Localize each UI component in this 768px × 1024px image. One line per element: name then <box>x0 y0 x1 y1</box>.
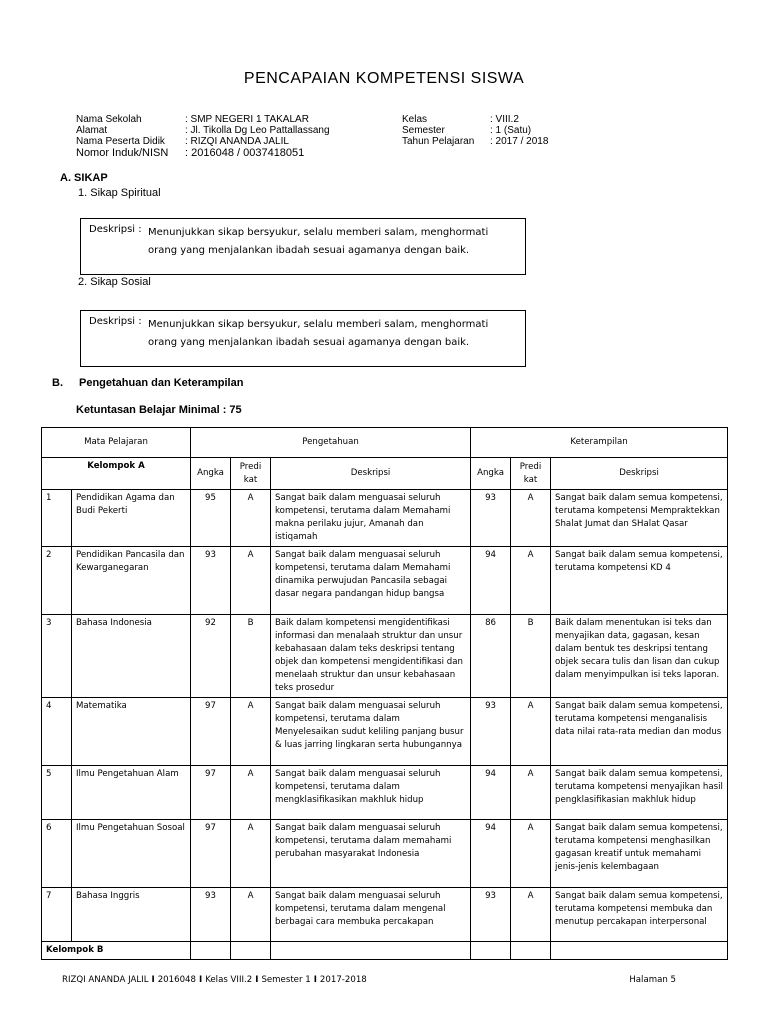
subject-name: Bahasa Indonesia <box>72 615 191 698</box>
footer-kelas: Kelas VIII.2 <box>205 975 253 985</box>
keterampilan-deskripsi: Sangat baik dalam semua kompetensi, terutama kompetensi Mempraktekkan Shalat Jumat dan SHalat Qasar <box>551 490 728 547</box>
table-row <box>42 615 728 698</box>
grades-table <box>41 427 728 960</box>
table-row <box>42 490 728 547</box>
info-label: Nomor Induk/NISN <box>76 147 169 159</box>
header-deskripsi: Deskripsi <box>271 458 471 490</box>
sikap-spiritual-label: 1. Sikap Spiritual <box>78 187 161 199</box>
info-row-nama-peserta <box>76 136 330 147</box>
subject-name: Ilmu Pengetahuan Alam <box>72 766 191 820</box>
header-keterampilan: Keterampilan <box>471 428 728 458</box>
footer-nis: 2016048 <box>157 975 196 985</box>
row-number: 2 <box>42 547 72 615</box>
section-b-title: Pengetahuan dan Keterampilan <box>79 377 244 389</box>
keterampilan-predikat: A <box>511 547 551 615</box>
pengetahuan-angka: 97 <box>191 766 231 820</box>
empty-cell <box>231 942 271 960</box>
keterampilan-predikat: B <box>511 615 551 698</box>
info-value: : VIII.2 <box>490 114 519 125</box>
pengetahuan-deskripsi: Sangat baik dalam menguasai seluruh kompetensi, terutama dalam memahami perubahan masyarakat Indonesia <box>271 820 471 888</box>
empty-cell <box>511 942 551 960</box>
section-a-heading: A. SIKAP <box>60 172 108 184</box>
table-row <box>42 820 728 888</box>
pengetahuan-deskripsi: Sangat baik dalam menguasai seluruh kompetensi, terutama dalam mengenal berbagai cara membuka percakapan <box>271 888 471 942</box>
pengetahuan-angka: 93 <box>191 547 231 615</box>
empty-cell <box>471 942 511 960</box>
description-label: Deskripsi : <box>89 224 142 235</box>
info-row-nama-sekolah <box>76 114 330 125</box>
info-label: Nama Sekolah <box>76 114 142 125</box>
pengetahuan-predikat: B <box>231 615 271 698</box>
keterampilan-angka: 93 <box>471 888 511 942</box>
info-label: Alamat <box>76 125 108 136</box>
header-predikat: Predi kat <box>511 458 551 490</box>
info-row-tahun <box>402 136 548 147</box>
info-value: : 2017 / 2018 <box>490 136 549 147</box>
header-angka: Angka <box>471 458 511 490</box>
info-row-kelas <box>402 114 548 125</box>
row-number: 7 <box>42 888 72 942</box>
pengetahuan-predikat: A <box>231 547 271 615</box>
group-b-row <box>42 942 728 960</box>
table-header-row <box>42 428 728 458</box>
footer-separator: I <box>151 975 155 985</box>
subject-name: Matematika <box>72 698 191 766</box>
kkm-label: Ketuntasan Belajar Minimal : 75 <box>76 404 242 416</box>
subject-name: Pendidikan Pancasila dan Kewarganegaran <box>72 547 191 615</box>
group-b-label: Kelompok B <box>42 942 191 960</box>
info-row-alamat <box>76 125 330 136</box>
description-label: Deskripsi : <box>89 316 142 327</box>
keterampilan-deskripsi: Baik dalam menentukan isi teks dan menyajikan data, gagasan, kesan dalam bentuk tes deskripsi tentang objek secara tulis dan lisan dan cukup dalam menyimpulkan isi teks laporan. <box>551 615 728 698</box>
pengetahuan-deskripsi: Sangat baik dalam menguasai seluruh kompetensi, terutama dalam Memahami makna perilaku jujur, Amanah dan istiqamah <box>271 490 471 547</box>
footer-name: RIZQI ANANDA JALIL <box>62 975 149 985</box>
table-subheader-row <box>42 458 728 490</box>
row-number: 3 <box>42 615 72 698</box>
keterampilan-deskripsi: Sangat baik dalam semua kompetensi, terutama kompetensi menganalisis data nilai rata-rata median dan modus <box>551 698 728 766</box>
keterampilan-angka: 94 <box>471 820 511 888</box>
header-predikat: Predi kat <box>231 458 271 490</box>
subject-name: Pendidikan Agama dan Budi Pekerti <box>72 490 191 547</box>
description-text <box>149 224 519 260</box>
keterampilan-deskripsi: Sangat baik dalam semua kompetensi, terutama kompetensi menghasilkan gagasan kreatif untuk memahami jenis-jenis kelembagaan <box>551 820 728 888</box>
footer-tahun: 2017-2018 <box>319 975 367 985</box>
row-number: 1 <box>42 490 72 547</box>
keterampilan-deskripsi: Sangat baik dalam semua kompetensi, terutama kompetensi menyajikan hasil pengklasifikasian makhluk hidup <box>551 766 728 820</box>
pengetahuan-angka: 97 <box>191 698 231 766</box>
keterampilan-predikat: A <box>511 820 551 888</box>
table-row <box>42 766 728 820</box>
section-b-letter: B. <box>52 377 63 389</box>
keterampilan-angka: 93 <box>471 490 511 547</box>
subject-name: Bahasa Inggris <box>72 888 191 942</box>
keterampilan-predikat: A <box>511 698 551 766</box>
empty-cell <box>191 942 231 960</box>
info-value: : SMP NEGERI 1 TAKALAR <box>185 114 309 125</box>
info-label: Kelas <box>402 114 428 125</box>
section-b-heading <box>52 377 243 389</box>
info-value: : 2016048 / 0037418051 <box>185 147 305 159</box>
pengetahuan-predikat: A <box>231 766 271 820</box>
row-number: 4 <box>42 698 72 766</box>
table-row <box>42 698 728 766</box>
empty-cell <box>271 942 471 960</box>
pengetahuan-angka: 93 <box>191 888 231 942</box>
pengetahuan-predikat: A <box>231 490 271 547</box>
pengetahuan-deskripsi: Sangat baik dalam menguasai seluruh kompetensi, terutama dalam Menyelesaikan sudut keliling panjang busur & luas jarring lingkaran serta hubungannya <box>271 698 471 766</box>
footer-separator: I <box>255 975 259 985</box>
keterampilan-predikat: A <box>511 766 551 820</box>
spiritual-description-box <box>80 218 526 275</box>
school-info-left <box>76 114 330 160</box>
footer-separator: I <box>198 975 203 985</box>
footer-student-info <box>62 975 367 985</box>
group-a-label: Kelompok A <box>42 458 191 490</box>
pengetahuan-deskripsi: Baik dalam kompetensi mengidentifikasi informasi dan menalaah struktur dan unsur kebahasaan dalam teks deskripsi tentang objek dan kompetensi mengidentifikasi dan menelaah struktur dan unsur kebahasaan teks prosedur <box>271 615 471 698</box>
keterampilan-deskripsi: Sangat baik dalam semua kompetensi, terutama kompetensi KD 4 <box>551 547 728 615</box>
info-row-semester <box>402 125 548 136</box>
page-title: PENCAPAIAN KOMPETENSI SISWA <box>243 70 525 87</box>
keterampilan-deskripsi: Sangat baik dalam semua kompetensi, terutama kompetensi membuka dan menutup percakapan interpersonal <box>551 888 728 942</box>
description-line: Menunjukkan sikap bersyukur, selalu memberi salam, menghormati <box>148 319 489 330</box>
pengetahuan-angka: 92 <box>191 615 231 698</box>
keterampilan-angka: 94 <box>471 766 511 820</box>
keterampilan-angka: 94 <box>471 547 511 615</box>
info-label: Semester <box>402 125 445 136</box>
pengetahuan-predikat: A <box>231 698 271 766</box>
description-line: orang yang menjalankan ibadah sesuai agamanya dengan baik. <box>148 245 470 256</box>
description-text <box>149 316 519 352</box>
pengetahuan-predikat: A <box>231 820 271 888</box>
header-deskripsi: Deskripsi <box>551 458 728 490</box>
info-label: Tahun Pelajaran <box>402 136 475 147</box>
keterampilan-angka: 86 <box>471 615 511 698</box>
pengetahuan-deskripsi: Sangat baik dalam menguasai seluruh kompetensi, terutama dalam mengklasifikasikan makhluk hidup <box>271 766 471 820</box>
pengetahuan-angka: 95 <box>191 490 231 547</box>
keterampilan-predikat: A <box>511 490 551 547</box>
header-pengetahuan: Pengetahuan <box>191 428 471 458</box>
row-number: 5 <box>42 766 72 820</box>
school-info-right <box>402 114 548 147</box>
keterampilan-predikat: A <box>511 888 551 942</box>
keterampilan-angka: 93 <box>471 698 511 766</box>
table-row <box>42 547 728 615</box>
description-line: Menunjukkan sikap bersyukur, selalu memberi salam, menghormati <box>148 227 489 238</box>
pengetahuan-angka: 97 <box>191 820 231 888</box>
row-number: 6 <box>42 820 72 888</box>
subject-name: Ilmu Pengetahuan Sosoal <box>72 820 191 888</box>
info-value: : 1 (Satu) <box>490 125 532 136</box>
header-mapel: Mata Pelajaran <box>42 428 191 458</box>
page-footer <box>62 975 676 985</box>
table-row <box>42 888 728 942</box>
empty-cell <box>551 942 728 960</box>
footer-semester: Semester 1 <box>261 975 311 985</box>
pengetahuan-deskripsi: Sangat baik dalam menguasai seluruh kompetensi, terutama dalam Memahami dinamika perwujudan Pancasila sebagai dasar negara pandangan hidup bangsa <box>271 547 471 615</box>
info-row-nisn <box>76 147 330 160</box>
sikap-sosial-label: 2. Sikap Sosial <box>78 276 151 288</box>
pengetahuan-predikat: A <box>231 888 271 942</box>
sosial-description-box <box>80 310 526 367</box>
description-line: orang yang menjalankan ibadah sesuai agamanya dengan baik. <box>148 337 470 348</box>
info-label: Nama Peserta Didik <box>76 136 165 147</box>
info-value: : Jl. Tikolla Dg Leo Pattallassang <box>185 125 330 136</box>
footer-page-number: Halaman 5 <box>629 975 676 985</box>
header-angka: Angka <box>191 458 231 490</box>
info-value: : RIZQI ANANDA JALIL <box>185 136 289 147</box>
footer-separator: I <box>313 975 317 985</box>
